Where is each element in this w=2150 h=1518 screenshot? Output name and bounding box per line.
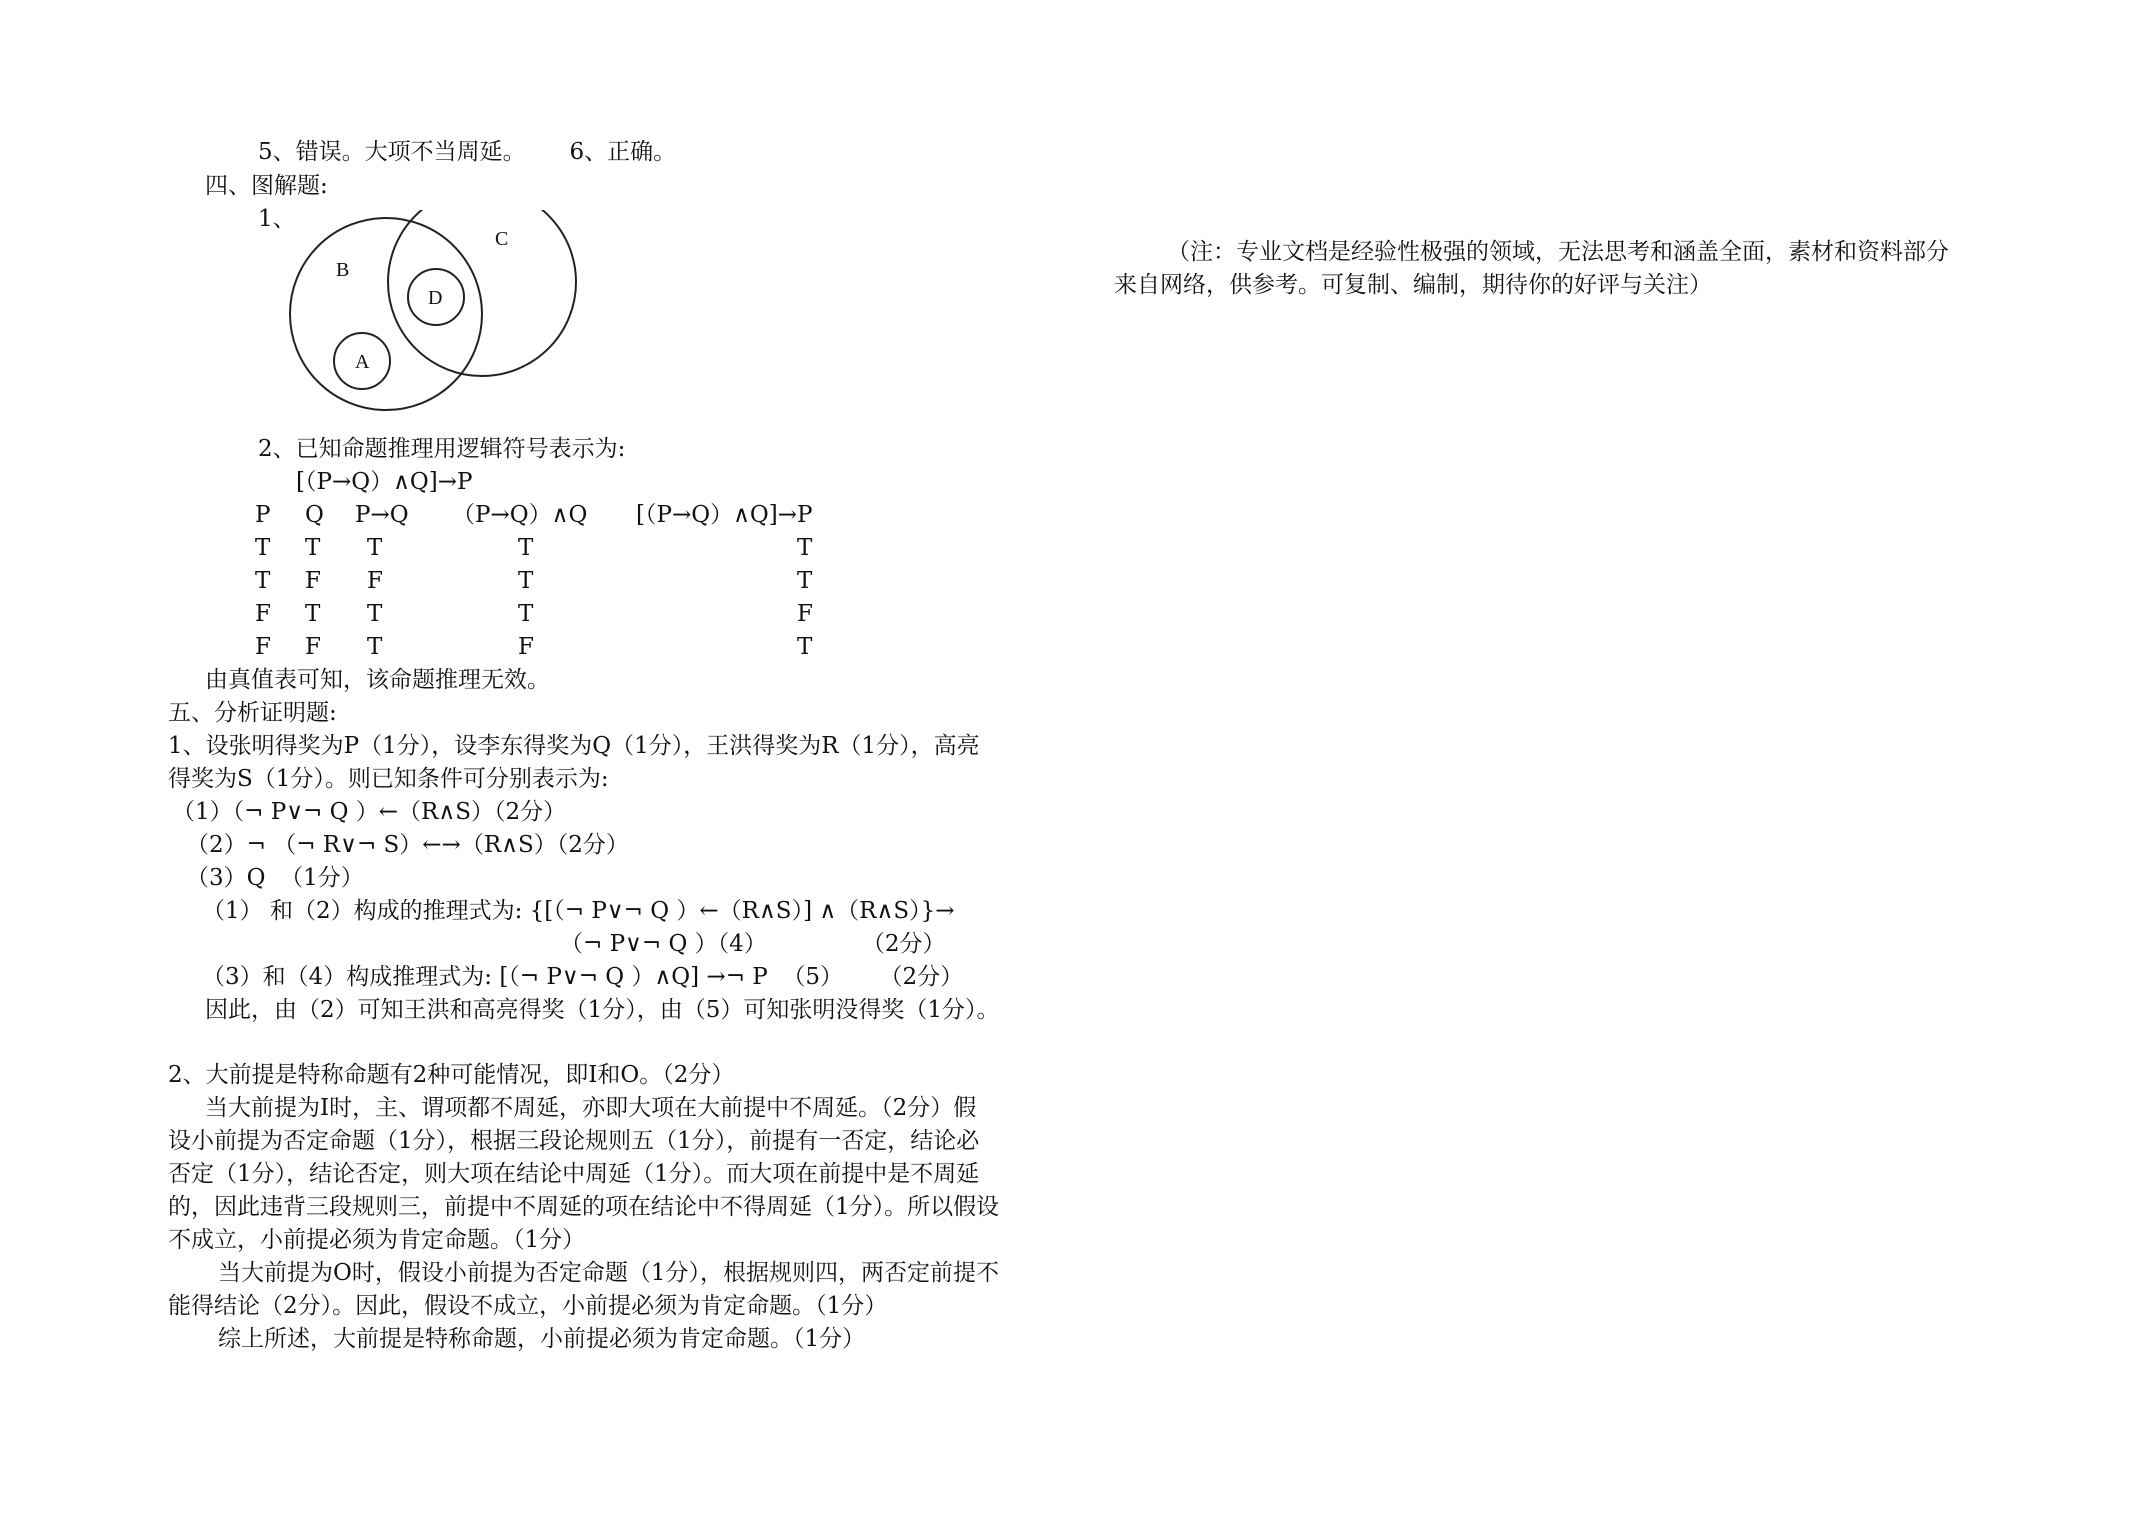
proof-2-line-6: 不成立，小前提必须为肯定命题。（1分） — [168, 1227, 586, 1253]
proof-2-line-3: 设小前提为否定命题（1分），根据三段论规则五（1分），前提有一否定，结论必 — [168, 1128, 980, 1154]
proof-1-condition-2: （2）¬ （¬ R∨¬ S）←→（R∧S）（2分） — [186, 832, 629, 858]
note-line-1: （注：专业文档是经验性极强的领域，无法思考和涵盖全面，素材和资料部分 — [1167, 239, 1949, 265]
label-c: C — [495, 228, 509, 250]
note-line-2: 来自网络，供参考。可复制、编制，期待你的好评与关注） — [1114, 272, 1712, 298]
section-heading-proof: 五、分析证明题: — [168, 700, 337, 726]
table-cell: F — [518, 634, 534, 660]
table-header-p-implies-q: P→Q — [355, 502, 409, 528]
table-cell: T — [797, 568, 813, 594]
table-cell: F — [255, 601, 271, 627]
proof-2-line-7: 当大前提为O时，假设小前提为否定命题（1分），根据规则四，两否定前提不 — [218, 1260, 999, 1286]
proof-1-inference-1-cont: （¬ P∨¬ Q ）（4） （2分） — [560, 931, 946, 957]
table-cell: T — [797, 634, 813, 660]
proof-1-line-1: 1、设张明得奖为P（1分），设李东得奖为Q（1分），王洪得奖为R（1分），高亮 — [168, 733, 980, 759]
proof-2-line-8: 能得结论（2分）。因此，假设不成立，小前提必须为肯定命题。（1分） — [168, 1293, 888, 1319]
label-d: D — [428, 287, 443, 309]
table-cell: F — [255, 634, 271, 660]
table-cell: F — [367, 568, 383, 594]
table-cell: T — [518, 568, 534, 594]
question-2-intro: 2、已知命题推理用逻辑符号表示为: — [258, 436, 626, 462]
proof-1-condition-3: （3）Q （1分） — [186, 865, 364, 891]
table-header-and-q: （P→Q）∧Q — [452, 502, 588, 528]
table-cell: F — [305, 568, 321, 594]
table-cell: T — [305, 601, 321, 627]
table-cell: T — [518, 535, 534, 561]
answer-line-5-6: 5、错误。大项不当周延。 6、正确。 — [258, 139, 677, 165]
table-header-q: Q — [305, 502, 324, 528]
proof-1-line-2: 得奖为S（1分）。则已知条件可分别表示为: — [168, 766, 609, 792]
diagram-question-number: 1、 — [258, 206, 296, 232]
table-cell: F — [797, 601, 813, 627]
proof-2-line-2: 当大前提为I时，主、谓项都不周延，亦即大项在大前提中不周延。（2分）假 — [205, 1095, 977, 1121]
truth-table-conclusion: 由真值表可知，该命题推理无效。 — [205, 667, 550, 693]
table-cell: T — [255, 568, 271, 594]
logic-formula: [（P→Q）∧Q]→P — [296, 469, 473, 495]
proof-2-line-1: 2、大前提是特称命题有2种可能情况，即I和O。（2分） — [168, 1062, 735, 1088]
proof-2-line-4: 否定（1分），结论否定，则大项在结论中周延（1分）。而大项在前提中是不周延 — [168, 1161, 980, 1187]
section-heading-diagram: 四、图解题: — [205, 173, 328, 199]
table-cell: T — [305, 535, 321, 561]
table-cell: F — [305, 634, 321, 660]
table-cell: T — [367, 634, 383, 660]
label-a: A — [355, 351, 370, 373]
label-b: B — [336, 259, 350, 281]
proof-2-line-9: 综上所述，大前提是特称命题，小前提必须为肯定命题。（1分） — [218, 1326, 866, 1352]
proof-2-line-5: 的，因此违背三段规则三，前提中不周延的项在结论中不得周延（1分）。所以假设 — [168, 1194, 1000, 1220]
table-cell: T — [797, 535, 813, 561]
circle-c — [388, 210, 576, 376]
proof-1-conclusion: 因此，由（2）可知王洪和高亮得奖（1分），由（5）可知张明没得奖（1分）。 — [205, 997, 1000, 1023]
venn-diagram — [286, 210, 586, 420]
table-header-p: P — [255, 502, 271, 528]
table-cell: T — [367, 535, 383, 561]
proof-1-condition-1: （1）（¬ P∨¬ Q ）←（R∧S）（2分） — [172, 799, 567, 825]
table-cell: T — [367, 601, 383, 627]
table-header-result: [（P→Q）∧Q]→P — [636, 502, 813, 528]
circle-b — [290, 218, 482, 410]
proof-1-inference-2: （3）和（4）构成推理式为: [（¬ P∨¬ Q ）∧Q] →¬ P （5） （2分） — [202, 964, 964, 990]
table-cell: T — [518, 601, 534, 627]
table-cell: T — [255, 535, 271, 561]
proof-1-inference-1: （1） 和（2）构成的推理式为: {[（¬ P∨¬ Q ）←（R∧S）] ∧（R∧S）}→ — [202, 898, 955, 924]
